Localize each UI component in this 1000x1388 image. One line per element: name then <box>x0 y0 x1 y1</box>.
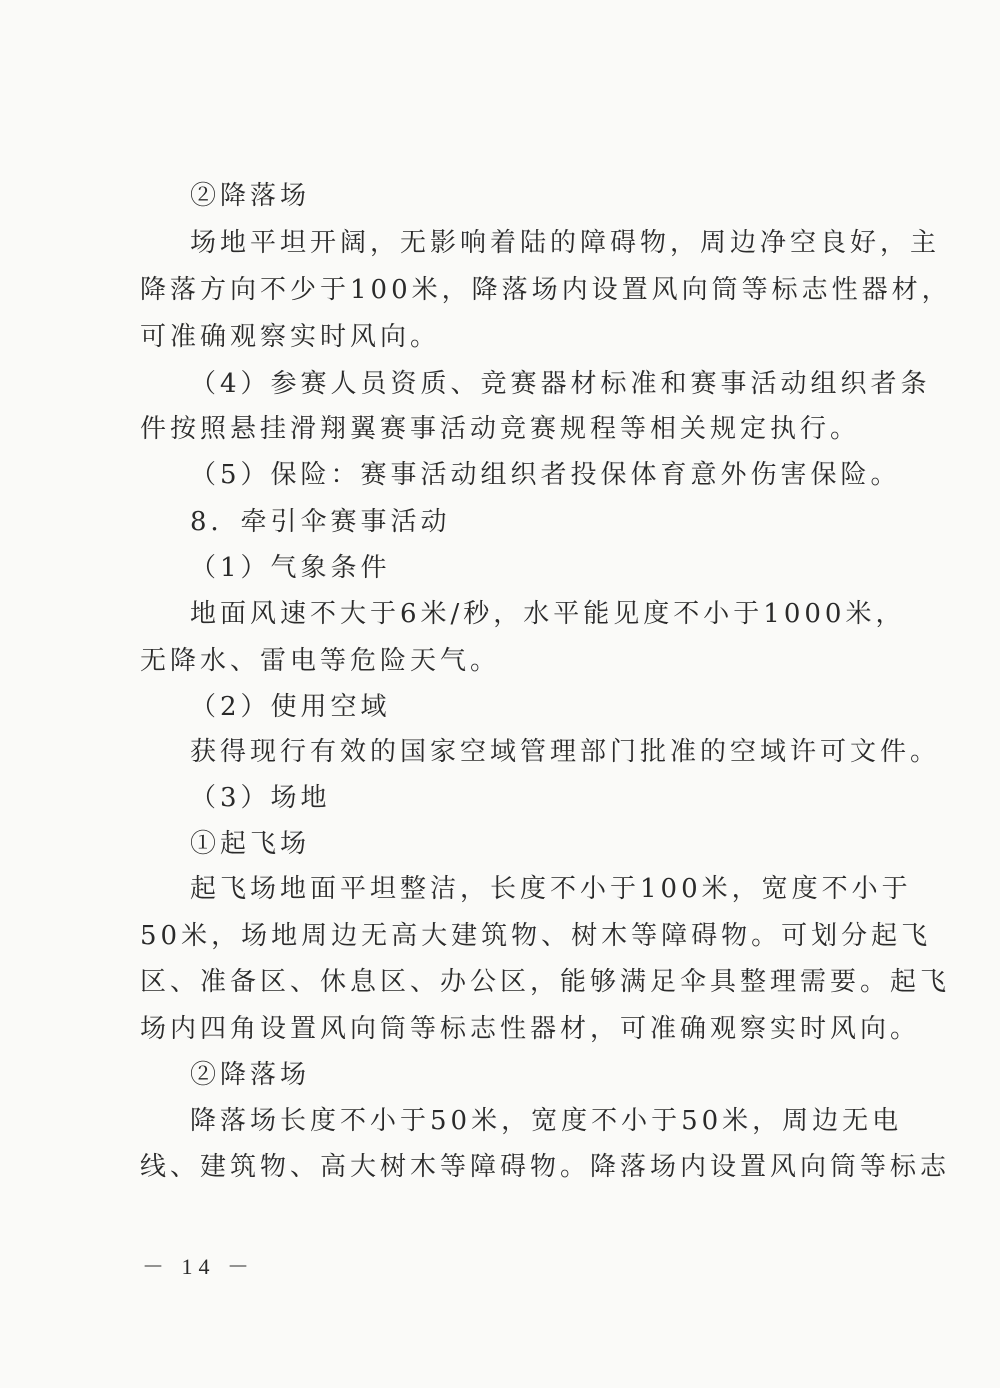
heading-takeoff-field: ①起飞场 <box>190 829 311 859</box>
paragraph-line: （5）保险：赛事活动组织者投保体育意外伤害保险。 <box>190 460 901 490</box>
paragraph-line: 可准确观察实时风向。 <box>140 322 441 352</box>
paragraph-line: 线、建筑物、高大树木等障碍物。降落场内设置风向筒等标志 <box>140 1152 951 1182</box>
paragraph-line: 件按照悬挂滑翔翼赛事活动竞赛规程等相关规定执行。 <box>140 414 861 444</box>
subheading: （3）场地 <box>190 783 331 813</box>
paragraph-line: 场地平坦开阔，无影响着陆的障碍物，周边净空良好，主 <box>190 228 941 258</box>
paragraph-line: （4）参赛人员资质、竞赛器材标准和赛事活动组织者条 <box>190 369 931 399</box>
subheading: （1）气象条件 <box>190 553 391 583</box>
heading-landing-field: ②降落场 <box>190 1060 311 1090</box>
paragraph-line: 50米，场地周边无高大建筑物、树木等障碍物。可划分起飞 <box>140 921 932 951</box>
paragraph-line: 地面风速不大于6米/秒，水平能见度不小于1000米， <box>190 599 906 629</box>
paragraph-line: 获得现行有效的国家空域管理部门批准的空域许可文件。 <box>190 737 941 767</box>
paragraph-line: 降落场长度不小于50米，宽度不小于50米，周边无电 <box>190 1106 903 1136</box>
paragraph-line: 起飞场地面平坦整洁，长度不小于100米，宽度不小于 <box>190 874 912 904</box>
section-heading: 8．牵引伞赛事活动 <box>190 507 451 537</box>
paragraph-line: 降落方向不少于100米，降落场内设置风向筒等标志性器材， <box>140 275 952 305</box>
paragraph-line: 场内四角设置风向筒等标志性器材，可准确观察实时风向。 <box>140 1014 921 1044</box>
heading-landing-field: ②降落场 <box>190 181 311 211</box>
paragraph-line: 区、准备区、休息区、办公区，能够满足伞具整理需要。起飞 <box>140 967 951 997</box>
paragraph-line: 无降水、雷电等危险天气。 <box>140 646 501 676</box>
subheading: （2）使用空域 <box>190 692 391 722</box>
page-number: － 14 － <box>142 1254 256 1279</box>
